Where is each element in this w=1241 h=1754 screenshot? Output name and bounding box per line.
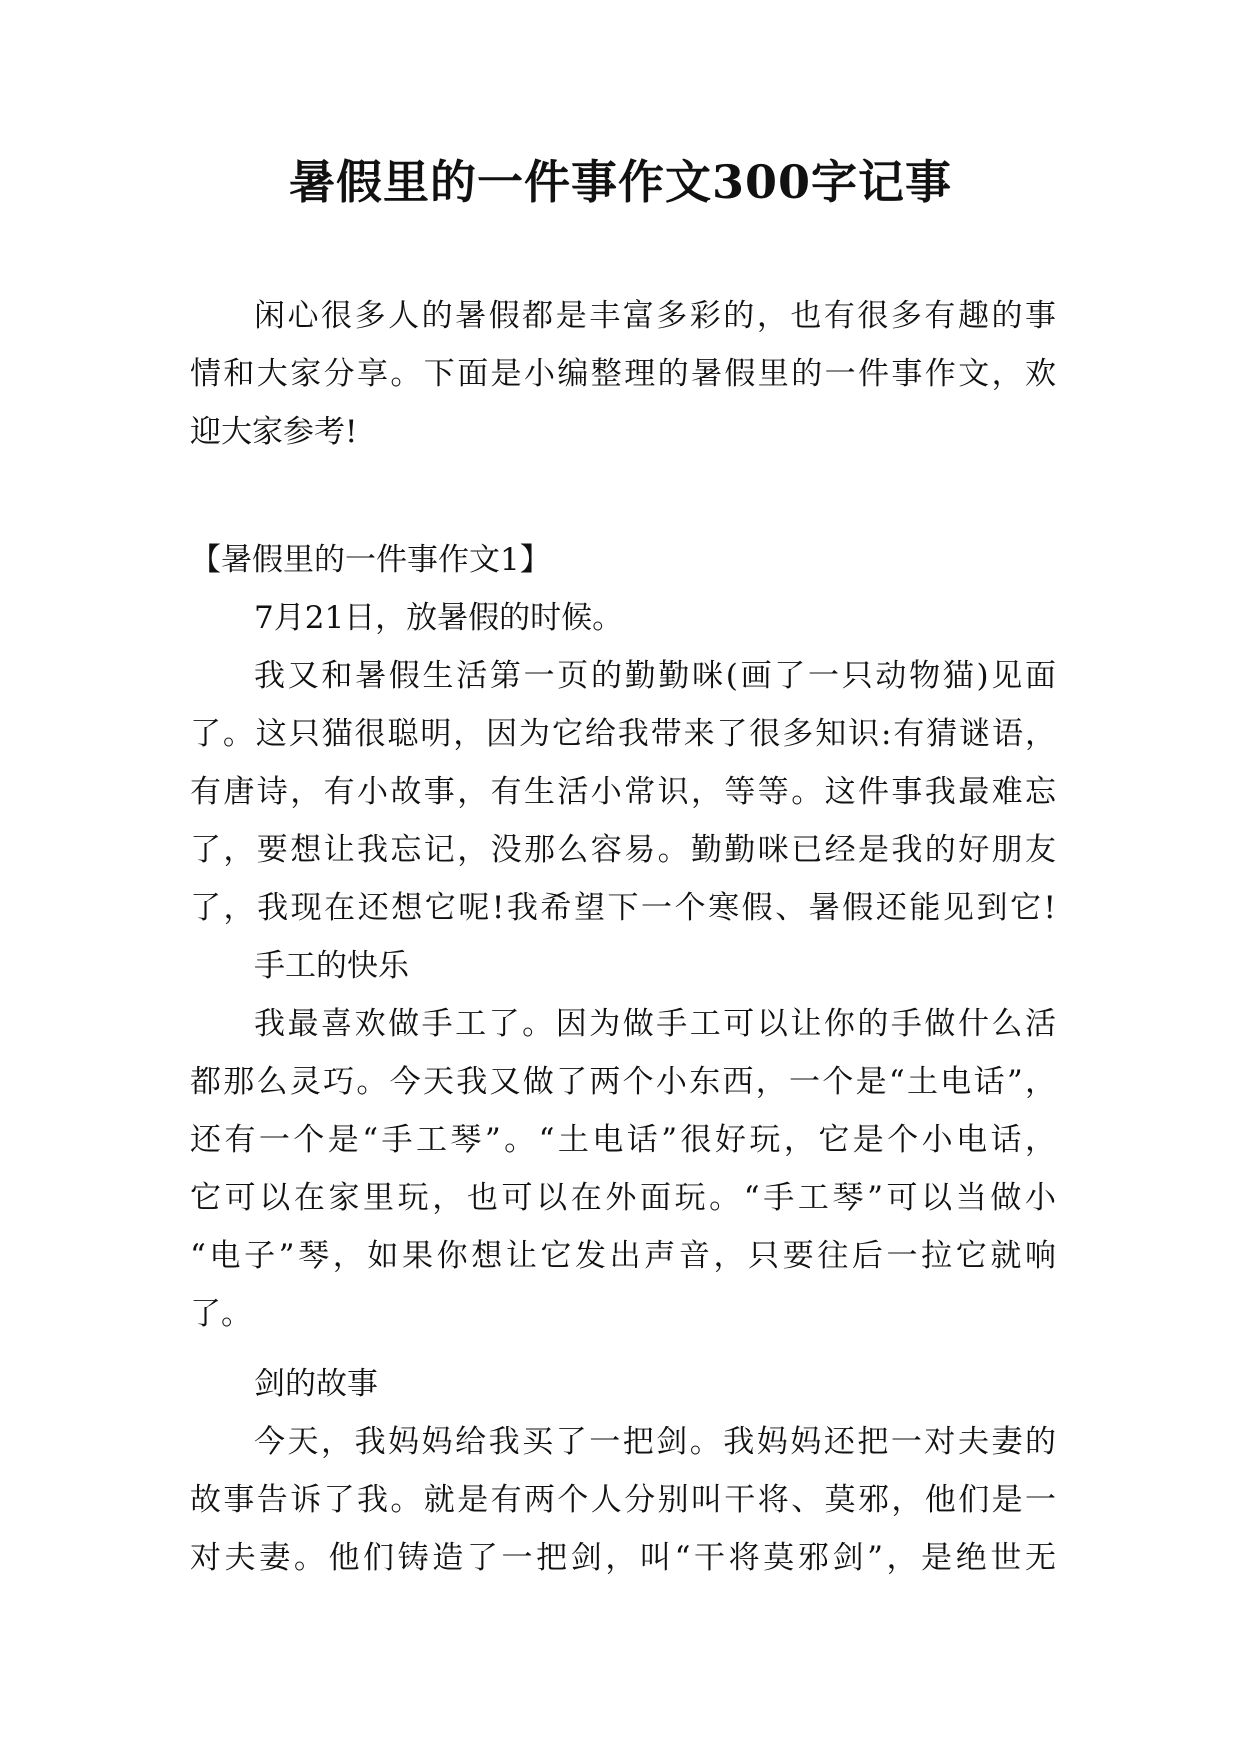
text-line: 了。这只猫很聪明，因为它给我带来了很多知识:有猜谜语， — [190, 716, 1056, 752]
subheading-handcraft: 手工的快乐 — [254, 948, 409, 984]
text-line: 了。 — [190, 1296, 252, 1332]
text-line: 我又和暑假生活第一页的勤勤咪(画了一只动物猫)见面 — [254, 658, 1056, 694]
text-line: 还有一个是“手工琴”。“土电话”很好玩，它是个小电话， — [190, 1122, 1056, 1158]
paragraph-handcraft — [190, 995, 1056, 1343]
date-line: 7月21日，放暑假的时候。 — [254, 600, 624, 636]
text-line: 我最喜欢做手工了。因为做手工可以让你的手做什么活 — [254, 1006, 1056, 1042]
text-line: 今天，我妈妈给我买了一把剑。我妈妈还把一对夫妻的 — [254, 1424, 1056, 1460]
paragraph-sword — [190, 1413, 1056, 1587]
text-line: 迎大家参考! — [190, 414, 358, 450]
text-line: 了，我现在还想它呢!我希望下一个寒假、暑假还能见到它! — [190, 890, 1056, 926]
subheading-sword: 剑的故事 — [254, 1366, 378, 1402]
text-line: 它可以在家里玩，也可以在外面玩。“手工琴”可以当做小 — [190, 1180, 1056, 1216]
document-body — [190, 287, 1056, 1587]
text-line: 了，要想让我忘记，没那么容易。勤勤咪已经是我的好朋友 — [190, 832, 1056, 868]
spacer — [190, 519, 1056, 531]
text-line: 情和大家分享。下面是小编整理的暑假里的一件事作文，欢 — [190, 356, 1056, 392]
text-line: 闲心很多人的暑假都是丰富多彩的，也有很多有趣的事 — [254, 298, 1056, 334]
spacer — [190, 1343, 1056, 1355]
text-line: 故事告诉了我。就是有两个人分别叫干将、莫邪，他们是一 — [190, 1482, 1056, 1518]
text-line: 有唐诗，有小故事，有生活小常识，等等。这件事我最难忘 — [190, 774, 1056, 810]
spacer — [190, 461, 1056, 519]
text-line: 都那么灵巧。今天我又做了两个小东西，一个是“土电话”， — [190, 1064, 1056, 1100]
document-title: 暑假里的一件事作文300字记事 — [288, 155, 953, 209]
section-heading: 【暑假里的一件事作文1】 — [190, 542, 551, 578]
text-line: “电子”琴，如果你想让它发出声音，只要往后一拉它就响 — [190, 1238, 1056, 1274]
paragraph-cat — [190, 647, 1056, 937]
intro-paragraph — [190, 287, 1056, 461]
text-line: 对夫妻。他们铸造了一把剑，叫“干将莫邪剑”，是绝世无 — [190, 1540, 1056, 1576]
